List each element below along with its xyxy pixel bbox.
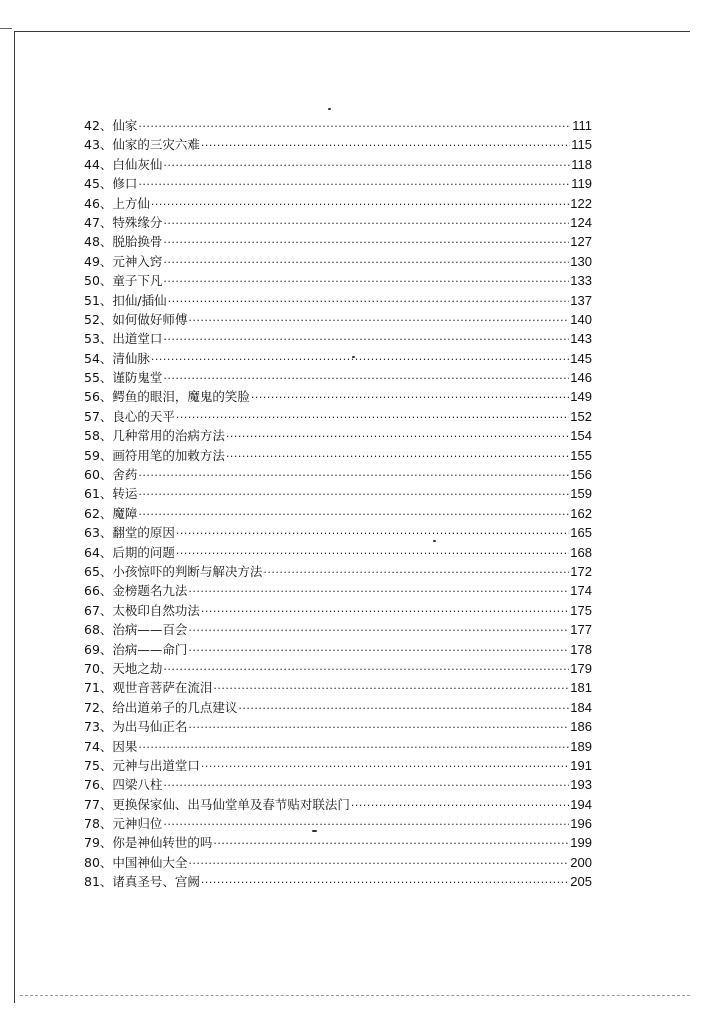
toc-dot-leader xyxy=(188,582,569,601)
toc-entry-page: 130 xyxy=(570,253,592,269)
toc-entry-number: 74、 xyxy=(84,738,113,754)
toc-entry[interactable] xyxy=(84,174,592,193)
toc-entry-title: 元神归位 xyxy=(112,816,163,832)
toc-entry-page: 149 xyxy=(570,389,592,405)
toc-entry-number: 73、 xyxy=(84,719,113,735)
toc-entry-number: 55、 xyxy=(84,370,113,386)
toc-entry-title: 你是神仙转世的吗 xyxy=(112,835,213,851)
toc-entry[interactable] xyxy=(84,271,592,290)
table-of-contents xyxy=(84,116,592,892)
toc-entry[interactable] xyxy=(84,562,592,581)
toc-entry-title: 转运 xyxy=(112,486,138,502)
toc-entry-number: 45、 xyxy=(84,176,113,192)
toc-entry-number: 62、 xyxy=(84,505,113,521)
toc-entry-title: 太极印自然功法 xyxy=(112,602,200,618)
toc-entry[interactable] xyxy=(84,484,592,503)
toc-entry-page: 111 xyxy=(572,118,592,133)
toc-entry-title: 治病——百会 xyxy=(112,622,188,638)
toc-entry-title: 画符用笔的加敕方法 xyxy=(112,447,225,463)
toc-entry-page: 115 xyxy=(571,137,592,153)
toc-entry-title: 小孩惊吓的判断与解决方法 xyxy=(112,563,263,579)
toc-entry[interactable] xyxy=(84,329,592,348)
toc-entry[interactable] xyxy=(84,232,592,251)
toc-entry-number: 49、 xyxy=(84,253,113,269)
toc-entry[interactable] xyxy=(84,155,592,174)
toc-entry[interactable] xyxy=(84,523,592,542)
toc-entry-page: 189 xyxy=(570,738,592,754)
toc-entry-number: 78、 xyxy=(84,816,113,832)
toc-entry-title: 仙家 xyxy=(112,118,138,133)
toc-entry-number: 52、 xyxy=(84,311,113,327)
toc-entry-page: 159 xyxy=(570,486,592,502)
toc-entry-page: 191 xyxy=(570,757,592,773)
toc-entry[interactable] xyxy=(84,252,592,271)
toc-entry[interactable] xyxy=(84,601,592,620)
toc-entry-page: 200 xyxy=(570,854,592,870)
toc-entry-title: 诸真圣号、宫阙 xyxy=(112,874,200,890)
toc-entry-number: 48、 xyxy=(84,234,113,250)
toc-entry-number: 54、 xyxy=(84,350,113,366)
toc-entry-number: 61、 xyxy=(84,486,113,502)
toc-entry-title: 修口 xyxy=(112,176,138,192)
toc-entry[interactable] xyxy=(84,310,592,329)
toc-entry-page: 205 xyxy=(570,874,592,890)
toc-entry[interactable] xyxy=(84,407,592,426)
toc-entry[interactable] xyxy=(84,872,592,891)
toc-entry-title: 为出马仙正名 xyxy=(112,719,188,735)
toc-entry[interactable] xyxy=(84,387,592,406)
toc-entry-number: 70、 xyxy=(84,660,113,676)
toc-entry-page: 143 xyxy=(570,331,592,347)
toc-dot-leader xyxy=(163,660,569,679)
toc-entry-page: 174 xyxy=(570,583,592,599)
toc-entry[interactable] xyxy=(84,504,592,523)
toc-entry-title: 仙家的三灾六难 xyxy=(112,137,200,153)
toc-entry[interactable] xyxy=(84,620,592,639)
toc-entry[interactable] xyxy=(84,756,592,775)
toc-entry-number: 81、 xyxy=(84,874,113,890)
page-bottom-edge xyxy=(20,995,690,996)
toc-entry-title: 几种常用的治病方法 xyxy=(112,428,225,444)
toc-dot-leader xyxy=(238,699,569,718)
toc-entry-page: 146 xyxy=(570,370,592,386)
toc-dot-leader xyxy=(188,854,569,873)
toc-entry[interactable] xyxy=(84,135,592,154)
toc-entry[interactable] xyxy=(84,640,592,659)
toc-entry-number: 65、 xyxy=(84,563,113,579)
toc-dot-leader xyxy=(138,117,571,136)
toc-dot-leader xyxy=(188,621,569,640)
toc-entry-page: 152 xyxy=(570,408,592,424)
toc-dot-leader xyxy=(151,350,569,369)
toc-entry-page: 193 xyxy=(570,777,592,793)
toc-dot-leader xyxy=(188,718,569,737)
toc-entry[interactable] xyxy=(84,853,592,872)
toc-entry-page: 178 xyxy=(570,641,592,657)
toc-entry[interactable] xyxy=(84,213,592,232)
toc-entry[interactable] xyxy=(84,678,592,697)
toc-entry-title: 观世音菩萨在流泪 xyxy=(112,680,213,696)
toc-dot-leader xyxy=(138,175,570,194)
toc-entry-page: 119 xyxy=(571,176,592,192)
toc-entry-title: 四梁八柱 xyxy=(112,777,163,793)
toc-entry-title: 鳄鱼的眼泪，魔鬼的笑脸 xyxy=(112,389,250,405)
toc-entry[interactable] xyxy=(84,543,592,562)
toc-dot-leader xyxy=(151,195,569,214)
toc-entry-page: 179 xyxy=(570,660,592,676)
toc-entry-number: 71、 xyxy=(84,680,113,696)
toc-entry-title: 清仙脉 xyxy=(112,350,150,366)
toc-dot-leader xyxy=(226,447,569,466)
toc-entry[interactable] xyxy=(84,795,592,814)
toc-entry-page: 140 xyxy=(570,311,592,327)
toc-dot-leader xyxy=(351,796,569,815)
toc-entry-title: 如何做好师傅 xyxy=(112,311,188,327)
toc-entry[interactable] xyxy=(84,698,592,717)
toc-dot-leader xyxy=(201,602,569,621)
toc-dot-leader xyxy=(176,544,569,563)
toc-entry-page: 162 xyxy=(570,505,592,521)
toc-dot-leader xyxy=(163,369,569,388)
toc-dot-leader xyxy=(251,388,569,407)
toc-dot-leader xyxy=(138,505,569,524)
toc-entry-number: 50、 xyxy=(84,273,113,289)
toc-entry-number: 79、 xyxy=(84,835,113,851)
toc-entry-page: 184 xyxy=(570,699,592,715)
toc-entry-number: 60、 xyxy=(84,467,113,483)
toc-entry[interactable] xyxy=(84,426,592,445)
toc-entry-page: 137 xyxy=(570,292,592,308)
toc-entry-title: 翻堂的原因 xyxy=(112,525,175,541)
toc-entry-page: 118 xyxy=(571,156,592,172)
scan-speck xyxy=(328,108,331,110)
toc-entry-page: 196 xyxy=(570,816,592,832)
toc-entry[interactable] xyxy=(84,349,592,368)
toc-entry-number: 76、 xyxy=(84,777,113,793)
toc-entry-page: 199 xyxy=(570,835,592,851)
toc-dot-leader xyxy=(138,466,569,485)
toc-entry[interactable] xyxy=(84,194,592,213)
toc-entry-title: 更换保家仙、出马仙堂单及春节贴对联法门 xyxy=(112,796,350,812)
toc-dot-leader xyxy=(168,292,570,311)
toc-entry-number: 42、 xyxy=(84,118,113,133)
toc-entry-number: 47、 xyxy=(84,214,113,230)
toc-entry-number: 63、 xyxy=(84,525,113,541)
toc-entry-title: 出道堂口 xyxy=(112,331,163,347)
toc-dot-leader xyxy=(176,524,569,543)
toc-dot-leader xyxy=(188,641,569,660)
toc-dot-leader xyxy=(163,815,569,834)
toc-entry-page: 154 xyxy=(570,428,592,444)
toc-entry-page: 172 xyxy=(570,563,592,579)
toc-entry-number: 64、 xyxy=(84,544,113,560)
toc-dot-leader xyxy=(201,873,569,892)
toc-entry-number: 51、 xyxy=(84,292,113,308)
toc-entry-number: 56、 xyxy=(84,389,113,405)
toc-entry-title: 元神与出道堂口 xyxy=(112,757,200,773)
toc-dot-leader xyxy=(176,408,569,427)
toc-dot-leader xyxy=(163,776,569,795)
toc-entry-number: 43、 xyxy=(84,137,113,153)
toc-dot-leader xyxy=(201,136,570,155)
toc-entry-number: 68、 xyxy=(84,622,113,638)
toc-entry-title: 给出道弟子的几点建议 xyxy=(112,699,238,715)
toc-entry-title: 良心的天平 xyxy=(112,408,175,424)
page-top-border xyxy=(14,31,690,32)
toc-entry-title: 元神入窍 xyxy=(112,253,163,269)
toc-entry-number: 67、 xyxy=(84,602,113,618)
toc-entry-title: 中国神仙大全 xyxy=(112,854,188,870)
toc-entry-page: 127 xyxy=(570,234,592,250)
toc-entry-title: 因果 xyxy=(112,738,138,754)
toc-entry-title: 魔障 xyxy=(112,505,138,521)
scan-edge-mark xyxy=(0,28,12,29)
toc-entry-number: 69、 xyxy=(84,641,113,657)
toc-dot-leader xyxy=(138,738,569,757)
page-left-border xyxy=(14,31,15,1003)
toc-entry-number: 53、 xyxy=(84,331,113,347)
toc-dot-leader xyxy=(213,679,569,698)
toc-entry-page: 186 xyxy=(570,719,592,735)
toc-entry[interactable] xyxy=(84,116,592,135)
toc-entry-page: 145 xyxy=(570,350,592,366)
toc-entry-title: 治病——命门 xyxy=(112,641,188,657)
toc-entry-number: 66、 xyxy=(84,583,113,599)
toc-entry-number: 72、 xyxy=(84,699,113,715)
toc-entry-page: 122 xyxy=(570,195,592,211)
toc-dot-leader xyxy=(163,253,569,272)
toc-entry[interactable] xyxy=(84,775,592,794)
toc-entry-title: 舍药 xyxy=(112,467,138,483)
toc-entry[interactable] xyxy=(84,737,592,756)
toc-entry-title: 金榜题名九法 xyxy=(112,583,188,599)
toc-entry-title: 童子下凡 xyxy=(112,273,163,289)
toc-entry[interactable] xyxy=(84,581,592,600)
toc-entry-title: 白仙灰仙 xyxy=(112,156,163,172)
toc-entry-number: 44、 xyxy=(84,156,113,172)
toc-entry-page: 194 xyxy=(570,796,592,812)
toc-entry[interactable] xyxy=(84,368,592,387)
toc-entry-title: 谨防鬼堂 xyxy=(112,370,163,386)
toc-entry-page: 165 xyxy=(570,525,592,541)
toc-entry-number: 80、 xyxy=(84,854,113,870)
toc-entry-title: 扣仙/插仙 xyxy=(112,292,167,308)
toc-entry-number: 59、 xyxy=(84,447,113,463)
toc-entry-number: 57、 xyxy=(84,408,113,424)
toc-entry-page: 156 xyxy=(570,467,592,483)
toc-entry-title: 上方仙 xyxy=(112,195,150,211)
toc-entry-page: 175 xyxy=(570,602,592,618)
toc-entry[interactable] xyxy=(84,291,592,310)
toc-entry-number: 77、 xyxy=(84,796,113,812)
toc-entry-page: 177 xyxy=(570,622,592,638)
toc-entry-number: 58、 xyxy=(84,428,113,444)
toc-dot-leader xyxy=(163,156,570,175)
toc-dot-leader xyxy=(163,330,569,349)
toc-entry-title: 天地之劫 xyxy=(112,660,163,676)
toc-entry-number: 75、 xyxy=(84,757,113,773)
toc-entry-title: 特殊缘分 xyxy=(112,214,163,230)
toc-entry[interactable] xyxy=(84,717,592,736)
toc-dot-leader xyxy=(188,311,569,330)
toc-entry-title: 后期的问题 xyxy=(112,544,175,560)
toc-dot-leader xyxy=(138,485,569,504)
toc-entry[interactable] xyxy=(84,814,592,833)
toc-entry-page: 168 xyxy=(570,544,592,560)
toc-entry[interactable] xyxy=(84,446,592,465)
toc-dot-leader xyxy=(213,834,569,853)
toc-entry[interactable] xyxy=(84,465,592,484)
toc-dot-leader xyxy=(201,757,569,776)
toc-entry-page: 155 xyxy=(570,447,592,463)
toc-entry-number: 46、 xyxy=(84,195,113,211)
toc-dot-leader xyxy=(163,272,569,291)
toc-entry-page: 124 xyxy=(570,214,592,230)
toc-entry[interactable] xyxy=(84,659,592,678)
toc-dot-leader xyxy=(263,563,569,582)
toc-dot-leader xyxy=(163,214,569,233)
toc-entry-title: 脱胎换骨 xyxy=(112,234,163,250)
toc-entry[interactable] xyxy=(84,833,592,852)
toc-dot-leader xyxy=(226,427,569,446)
toc-entry-page: 181 xyxy=(570,680,592,696)
toc-entry-page: 133 xyxy=(570,273,592,289)
toc-dot-leader xyxy=(163,233,569,252)
